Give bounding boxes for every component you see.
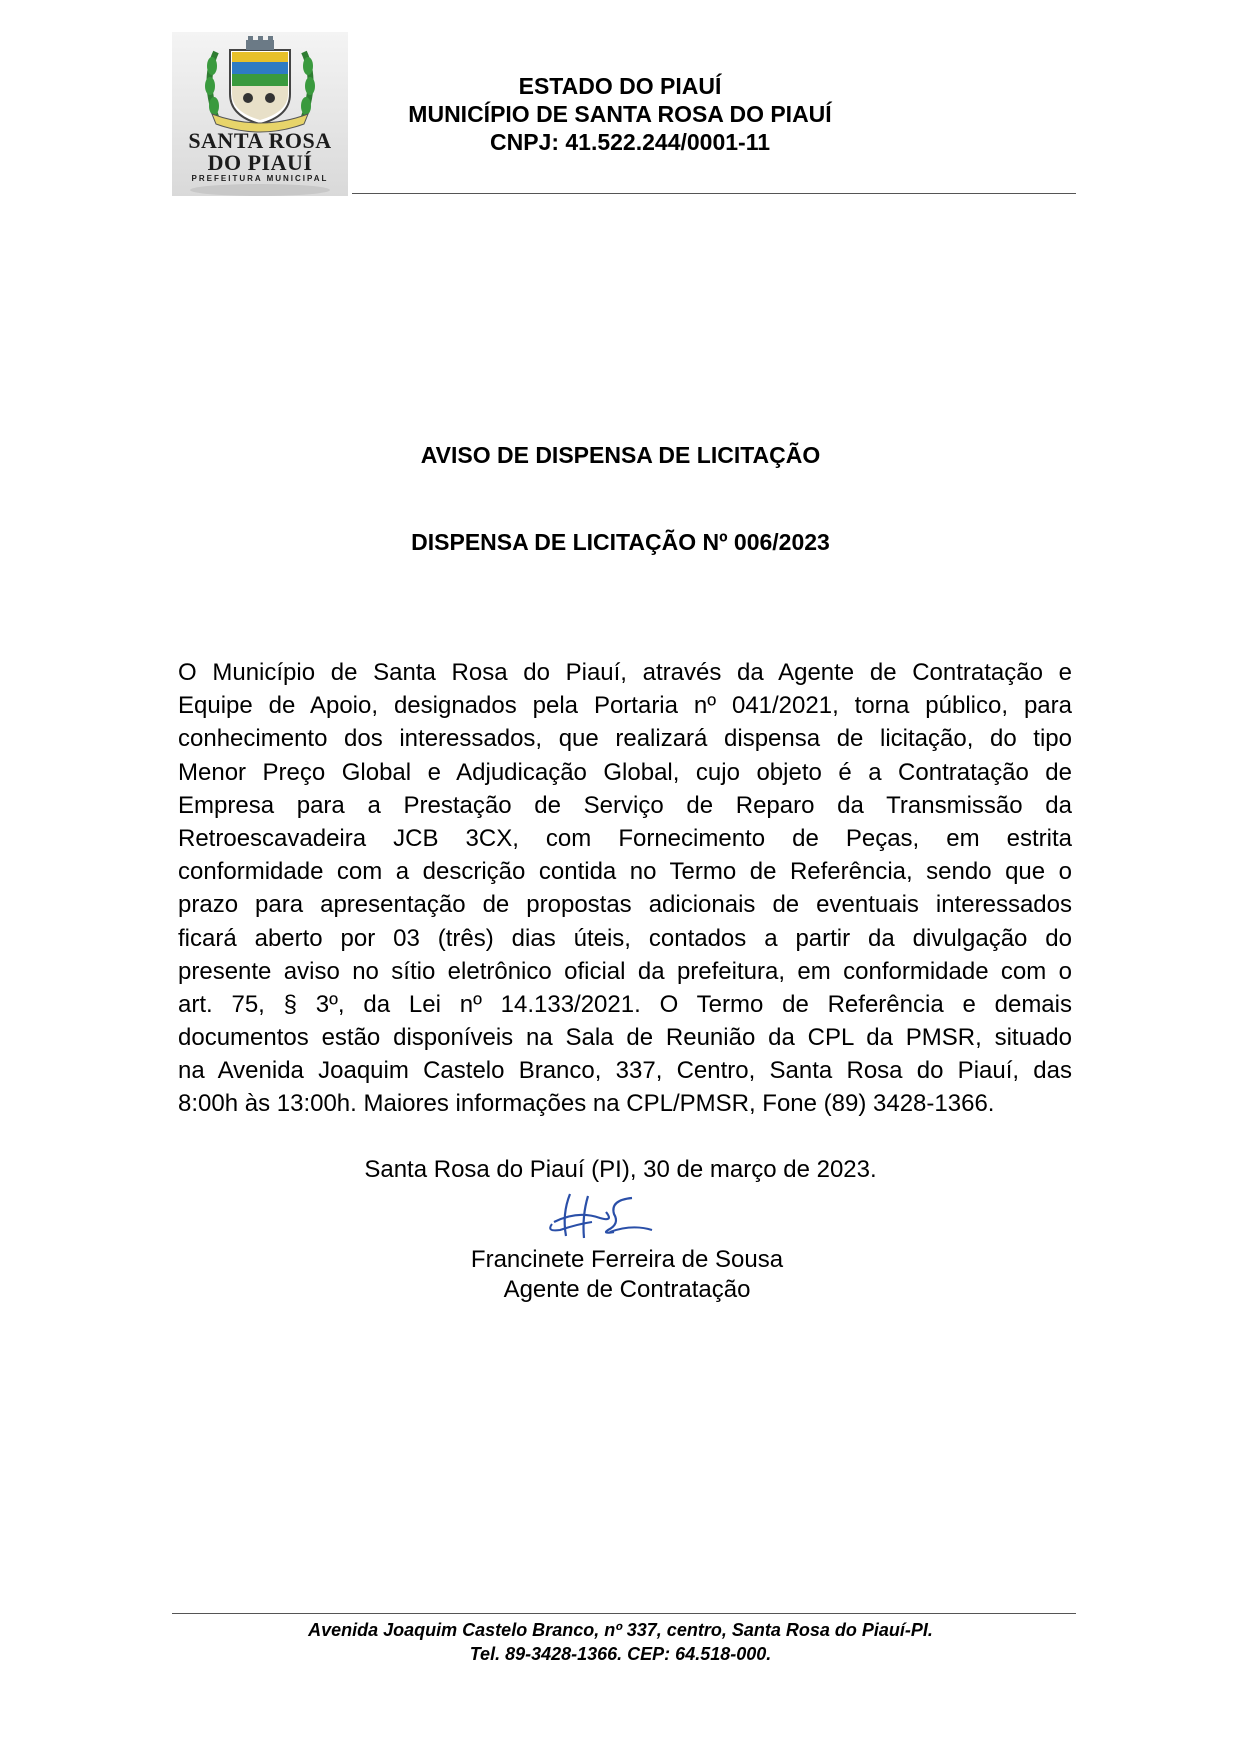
- body-line: art. 75, § 3º, da Lei nº 14.133/2021. O Termo de Referência e demais: [178, 990, 1072, 1018]
- body-line: O Município de Santa Rosa do Piauí, através da Agente de Contratação e: [178, 659, 1072, 686]
- header-municipality: MUNICÍPIO DE SANTA ROSA DO PIAUÍ: [408, 101, 832, 127]
- document-subtitle: DISPENSA DE LICITAÇÃO Nº 006/2023: [411, 529, 830, 555]
- body-line: prazo para apresentação de propostas adicionais de eventuais interessados: [178, 891, 1072, 919]
- logo-line3: PREFEITURA MUNICIPAL: [191, 174, 329, 183]
- header-state: ESTADO DO PIAUÍ: [518, 73, 722, 99]
- body-line: Empresa para a Prestação de Serviço de Reparo da Transmissão da: [178, 791, 1072, 819]
- body-line: presente aviso no sítio eletrônico oficial da prefeitura, em conformidade com o: [178, 957, 1072, 985]
- body-line: 8:00h às 13:00h. Maiores informações na CPL/PMSR, Fone (89) 3428-1366.: [178, 1090, 995, 1118]
- municipal-logo: [172, 32, 348, 196]
- signer-role: Agente de Contratação: [503, 1276, 751, 1303]
- notice-body: [178, 656, 1072, 1121]
- footer-address: Avenida Joaquim Castelo Branco, nº 337, centro, Santa Rosa do Piauí-PI.: [308, 1620, 933, 1640]
- body-line: ficará aberto por 03 (três) dias úteis, contados a partir da divulgação do: [178, 924, 1072, 952]
- logo-line2: DO PIAUÍ: [207, 150, 313, 175]
- signer-name: Francinete Ferreira de Sousa: [470, 1246, 784, 1273]
- letterhead: [360, 72, 880, 156]
- body-line: Menor Preço Global e Adjudicação Global, cujo objeto é a Contratação de: [178, 758, 1072, 786]
- body-line: na Avenida Joaquim Castelo Branco, 337, Centro, Santa Rosa do Piauí, das: [178, 1057, 1072, 1085]
- header-cnpj: CNPJ: 41.522.244/0001-11: [489, 129, 771, 155]
- body-line: Retroescavadeira JCB 3CX, com Fornecimento de Peças, em estrita: [178, 824, 1072, 852]
- date-line: Santa Rosa do Piauí (PI), 30 de março de 2023.: [364, 1156, 877, 1183]
- footer-contact: Tel. 89-3428-1366. CEP: 64.518-000.: [469, 1644, 772, 1664]
- document-title: AVISO DE DISPENSA DE LICITAÇÃO: [420, 442, 821, 468]
- body-line: Equipe de Apoio, designados pela Portaria nº 041/2021, torna público, para: [178, 692, 1072, 720]
- body-line: conhecimento dos interessados, que realizará dispensa de licitação, do tipo: [178, 725, 1072, 753]
- body-line: conformidade com a descrição contida no Termo de Referência, sendo que o: [178, 858, 1072, 886]
- header-divider: [352, 193, 1076, 194]
- body-line: documentos estão disponíveis na Sala de Reunião da CPL da PMSR, situado: [178, 1024, 1072, 1052]
- footer-divider: [172, 1613, 1076, 1614]
- signature-mark: [548, 1188, 658, 1244]
- logo-line1: SANTA ROSA: [188, 128, 332, 153]
- signer-block: [462, 1245, 792, 1305]
- footer: [0, 1618, 1241, 1666]
